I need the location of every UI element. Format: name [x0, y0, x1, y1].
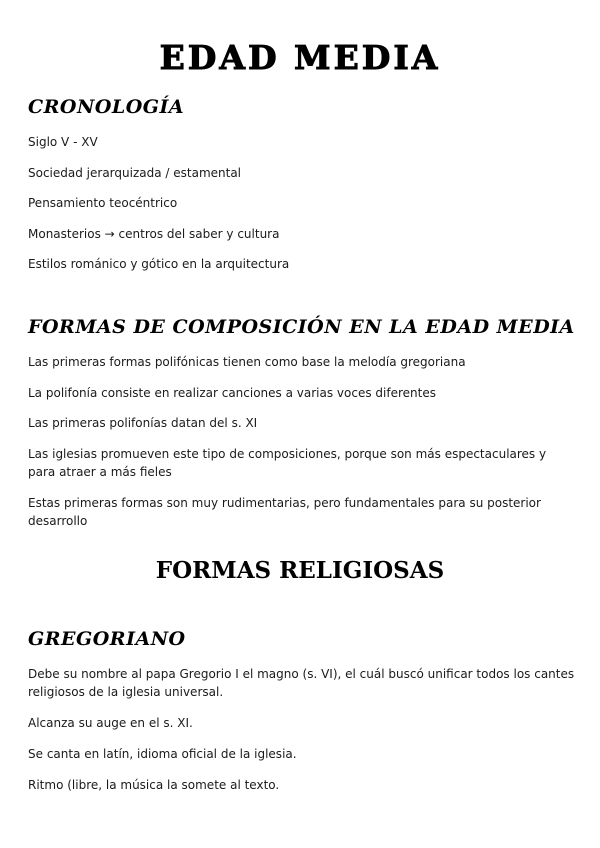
composicion-item: La polifonía consiste en realizar canciones a varias voces diferentes	[28, 386, 436, 400]
page-title: EDAD MEDIA	[159, 38, 441, 77]
cronologia-item: Estilos románico y gótico en la arquitectura	[28, 257, 290, 271]
cronologia-item: Sociedad jerarquizada / estamental	[28, 166, 242, 180]
composicion-item: Las primeras polifonías datan del s. XI	[28, 416, 258, 430]
formas-composicion-heading: FORMAS DE COMPOSICIÓN EN LA EDAD MEDIA	[28, 316, 575, 338]
cronologia-heading: CRONOLOGÍA	[28, 96, 185, 118]
gregoriano-item: Debe su nombre al papa Gregorio I el magno (s. VI), el cuál buscó unificar todos los cantes religiosos de la iglesia universal.	[28, 667, 575, 699]
composicion-item: Las iglesias promueven este tipo de composiciones, porque son más espectaculares y para atraer a más fieles	[28, 447, 547, 479]
gregoriano-item: Ritmo (libre, la música la somete al texto.	[28, 778, 280, 792]
formas-religiosas-heading: FORMAS RELIGIOSAS	[155, 557, 445, 584]
gregoriano-item: Alcanza su auge en el s. XI.	[28, 716, 193, 730]
gregoriano-item: Se canta en latín, idioma oficial de la iglesia.	[28, 747, 297, 761]
composicion-item: Las primeras formas polifónicas tienen como base la melodía gregoriana	[28, 355, 466, 369]
cronologia-item: Siglo V - XV	[28, 135, 98, 149]
gregoriano-heading: GREGORIANO	[28, 628, 186, 650]
cronologia-item: Monasterios → centros del saber y cultura	[28, 227, 280, 241]
cronologia-item: Pensamiento teocéntrico	[28, 196, 178, 210]
composicion-item: Estas primeras formas son muy rudimentarias, pero fundamentales para su posterior desarrollo	[28, 496, 541, 528]
